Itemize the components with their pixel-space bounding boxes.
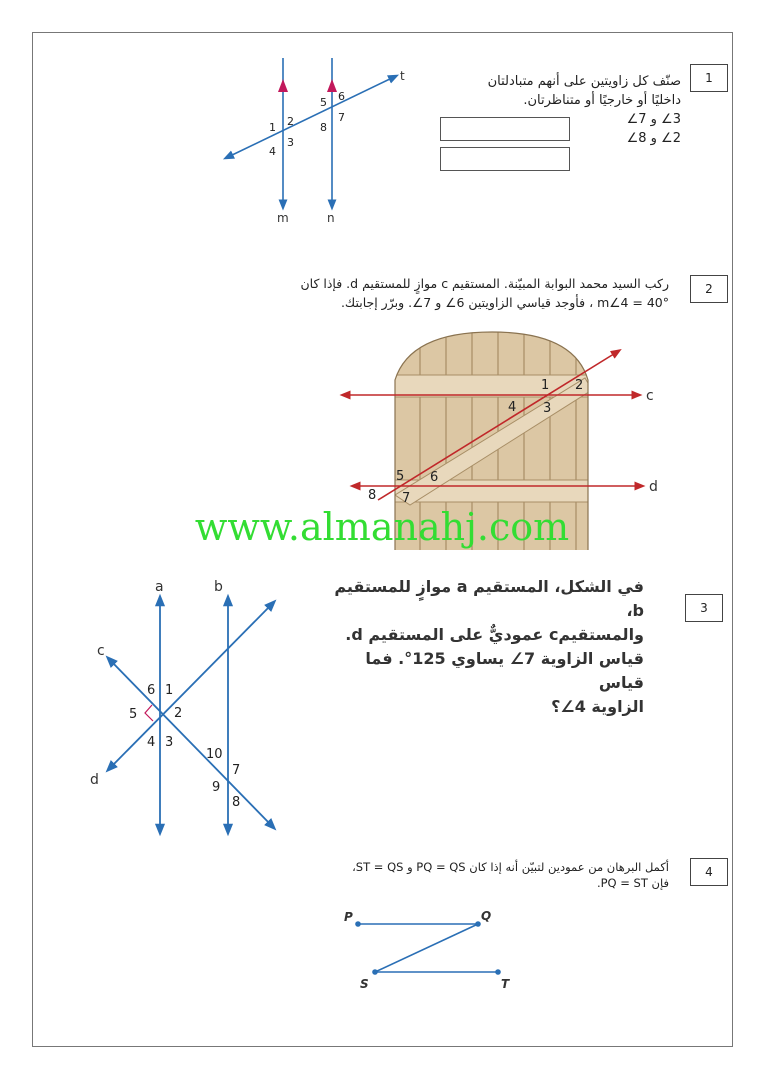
- q1-angle-3: 3: [287, 136, 294, 149]
- q2-angle-6: 6: [430, 470, 439, 485]
- q1-line-2: داخليًا أو خارجيًا أو متناظرتان.: [523, 93, 681, 108]
- q3-angle-2: 2: [174, 706, 183, 721]
- q2-angle-4: 4: [508, 400, 517, 415]
- q1-line-4: 2∠ و 8∠: [626, 131, 681, 146]
- q2-line-2: m∠4 = 40° ، فأوجد قياسي الزاويتين 6∠ و 7∠. وبرّر إجابتك.: [340, 295, 669, 310]
- q3-line-4: الزاوية 4∠؟: [551, 697, 644, 716]
- q1-line-1: صنّف كل زاويتين على أنهم متبادلتان: [487, 74, 681, 89]
- q1-angle-2: 2: [287, 115, 294, 128]
- q3-line-3: قياس الزاوية 7∠ يساوي 125°. فما قياس: [365, 649, 644, 692]
- q4-label-s: S: [360, 977, 369, 991]
- q3-angle-5: 5: [129, 707, 138, 722]
- q1-angle-5: 5: [320, 96, 327, 109]
- q1-angle-4: 4: [269, 145, 276, 158]
- q2-line-1: ركب السيد محمد البوابة المبيّنة. المستقيم c موازٍ للمستقيم d. فإذا كان: [300, 276, 669, 291]
- q1-label-n: n: [327, 211, 335, 225]
- q1-angle-6: 6: [338, 90, 345, 103]
- q4-point-t: [495, 969, 501, 975]
- q3-label-b: b: [214, 579, 223, 595]
- q3-label-c: c: [97, 643, 105, 659]
- q1-angle-8: 8: [320, 121, 327, 134]
- q2-angle-5: 5: [396, 469, 405, 484]
- q4-label-q: Q: [481, 909, 492, 923]
- q4-label-p: P: [344, 910, 353, 924]
- q1-angle-7: 7: [338, 111, 345, 124]
- q3-label-d: d: [90, 772, 99, 788]
- q3-line-1: في الشكل، المستقيم a موازٍ للمستقيم b،: [334, 577, 644, 620]
- q3-angle-4: 4: [147, 735, 156, 750]
- q4-line-1: أكمل البرهان من عمودين لتبيّن أنه إذا كان PQ = QS و ST = QS،: [352, 860, 669, 874]
- watermark: www.almanahj.com: [194, 505, 570, 549]
- q2-angle-7: 7: [402, 491, 411, 506]
- q3-label-a: a: [155, 579, 164, 595]
- q4-segment-qs: [375, 924, 478, 972]
- q4-label-t: T: [501, 977, 510, 991]
- q3-line-2: والمستقيمc عموديٌّ على المستقيم d.: [345, 625, 644, 644]
- question-number-2: 2: [690, 275, 728, 303]
- q3-angle-3: 3: [165, 735, 174, 750]
- q3-angle-1: 1: [165, 683, 174, 698]
- q3-angle-7: 7: [232, 763, 241, 778]
- q4-point-s: [372, 969, 378, 975]
- q3-angle-9: 9: [212, 780, 221, 795]
- q4-point-q: [475, 921, 481, 927]
- q1-label-m: m: [277, 211, 289, 225]
- q2-angle-2: 2: [575, 378, 584, 393]
- question-number-1: 1: [690, 64, 728, 92]
- q2-angle-3: 3: [543, 401, 552, 416]
- q1-label-t: t: [400, 69, 405, 83]
- q4-point-p: [355, 921, 361, 927]
- q2-angle-8: 8: [368, 488, 377, 503]
- q4-line-2: فإن PQ = ST.: [596, 876, 669, 890]
- q3-angle-8: 8: [232, 795, 241, 810]
- question-number-3: 3: [685, 594, 723, 622]
- q2-angle-1: 1: [541, 378, 550, 393]
- q2-label-c: c: [646, 388, 654, 404]
- question-number-4: 4: [690, 858, 728, 886]
- q3-angle-6: 6: [147, 683, 156, 698]
- q1-line-3: 3∠ و 7∠: [626, 112, 681, 127]
- q2-label-d: d: [649, 479, 658, 495]
- q1-angle-1: 1: [269, 121, 276, 134]
- q3-angle-10: 10: [206, 747, 223, 762]
